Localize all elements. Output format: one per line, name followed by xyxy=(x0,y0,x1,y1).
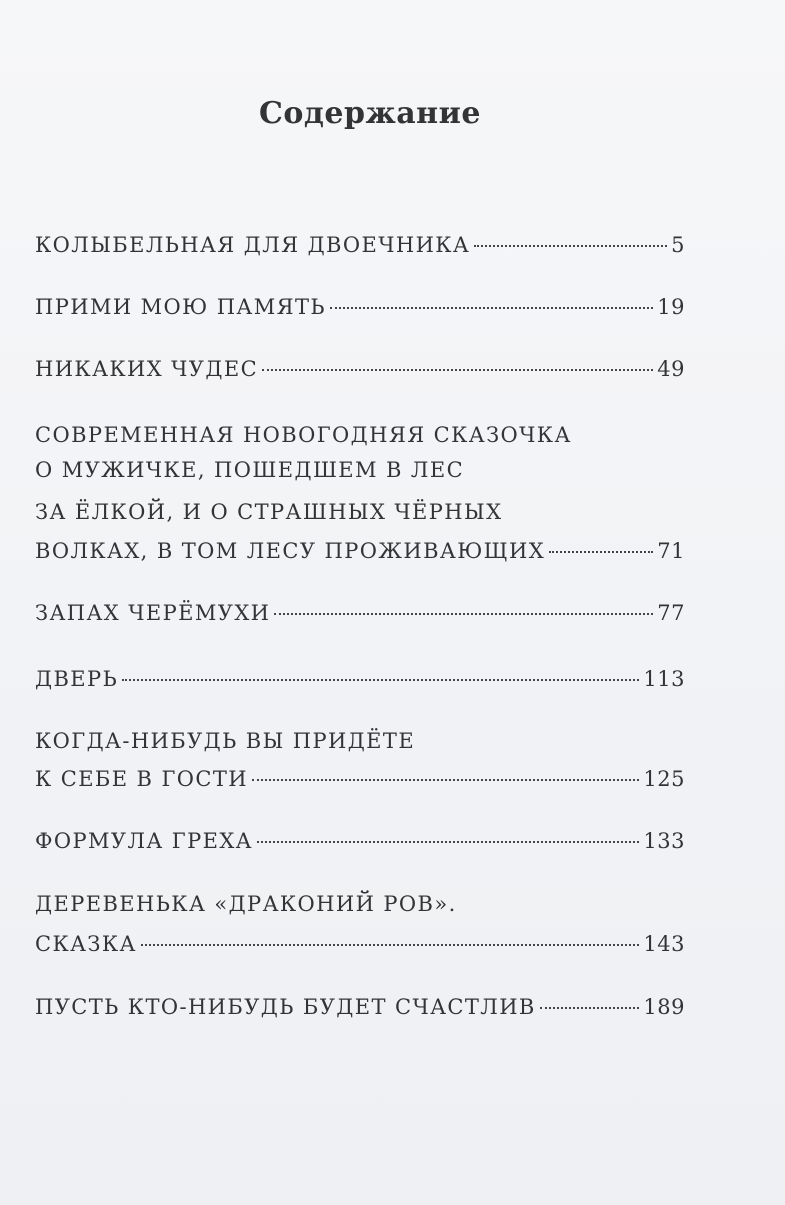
toc-entry xyxy=(35,826,685,856)
toc-entry-title-line: СОВРЕМЕННАЯ НОВОГОДНЯЯ СКАЗОЧКА xyxy=(35,423,572,447)
toc-page-number: 5 xyxy=(671,233,685,257)
toc-entry-title-line: ДЕРЕВЕНЬКА «ДРАКОНИЙ РОВ». xyxy=(35,892,457,916)
toc-entry-title: ФОРМУЛА ГРЕХА xyxy=(35,829,253,853)
toc-entry xyxy=(35,929,685,959)
toc-entry xyxy=(35,598,685,628)
toc-entry-title-line: О МУЖИЧКЕ, ПОШЕДШЕМ В ЛЕС xyxy=(35,458,465,482)
toc-page-number: 125 xyxy=(643,767,685,791)
toc-entry-title: НИКАКИХ ЧУДЕС xyxy=(35,357,259,381)
toc-entry-title-line: ВОЛКАХ, В ТОМ ЛЕСУ ПРОЖИВАЮЩИХ xyxy=(35,539,546,563)
toc-entry-title: ДВЕРЬ xyxy=(35,667,119,691)
toc-page-number: 71 xyxy=(657,539,685,563)
toc-entry-line xyxy=(35,726,685,756)
toc-page-number: 189 xyxy=(643,995,685,1019)
toc-entry xyxy=(35,230,685,260)
dot-leader xyxy=(262,369,653,371)
toc-page-number: 113 xyxy=(643,667,685,691)
toc-entry xyxy=(35,664,685,694)
toc-entry xyxy=(35,764,685,794)
toc-page-number: 133 xyxy=(643,829,685,853)
toc-entry-title-line: КОГДА-НИБУДЬ ВЫ ПРИДЁТЕ xyxy=(35,729,416,753)
toc-page-number: 143 xyxy=(643,932,685,956)
toc-entry xyxy=(35,992,685,1022)
dot-leader xyxy=(540,1007,640,1009)
toc-page-number: 19 xyxy=(657,295,685,319)
dot-leader xyxy=(252,779,639,781)
toc-entry-line xyxy=(35,420,685,450)
dot-leader xyxy=(474,245,667,247)
toc-entry xyxy=(35,292,685,322)
toc-entry xyxy=(35,536,685,566)
dot-leader xyxy=(330,307,653,309)
toc-entry-title-line: СКАЗКА xyxy=(35,932,137,956)
toc-entry-title: ЗАПАХ ЧЕРЁМУХИ xyxy=(35,601,271,625)
page-title: Содержание xyxy=(259,96,481,131)
dot-leader xyxy=(257,841,639,843)
toc-page-number: 77 xyxy=(657,601,685,625)
dot-leader xyxy=(274,613,653,615)
toc-entry-line xyxy=(35,497,685,527)
dot-leader xyxy=(122,679,639,681)
toc-entry-line xyxy=(35,889,685,919)
toc-entry-title: ПРИМИ МОЮ ПАМЯТЬ xyxy=(35,295,326,319)
toc-entry-title-line: К СЕБЕ В ГОСТИ xyxy=(35,767,248,791)
dot-leader xyxy=(141,944,640,946)
toc-entry-title: КОЛЫБЕЛЬНАЯ ДЛЯ ДВОЕЧНИКА xyxy=(35,233,471,257)
toc-entry xyxy=(35,354,685,384)
toc-entry-title: ПУСТЬ КТО-НИБУДЬ БУДЕТ СЧАСТЛИВ xyxy=(35,995,536,1019)
dot-leader xyxy=(549,551,653,553)
toc-page-number: 49 xyxy=(657,357,685,381)
toc-entry-line xyxy=(35,455,685,485)
toc-entry-title-line: ЗА ЁЛКОЙ, И О СТРАШНЫХ ЧЁРНЫХ xyxy=(35,500,503,524)
